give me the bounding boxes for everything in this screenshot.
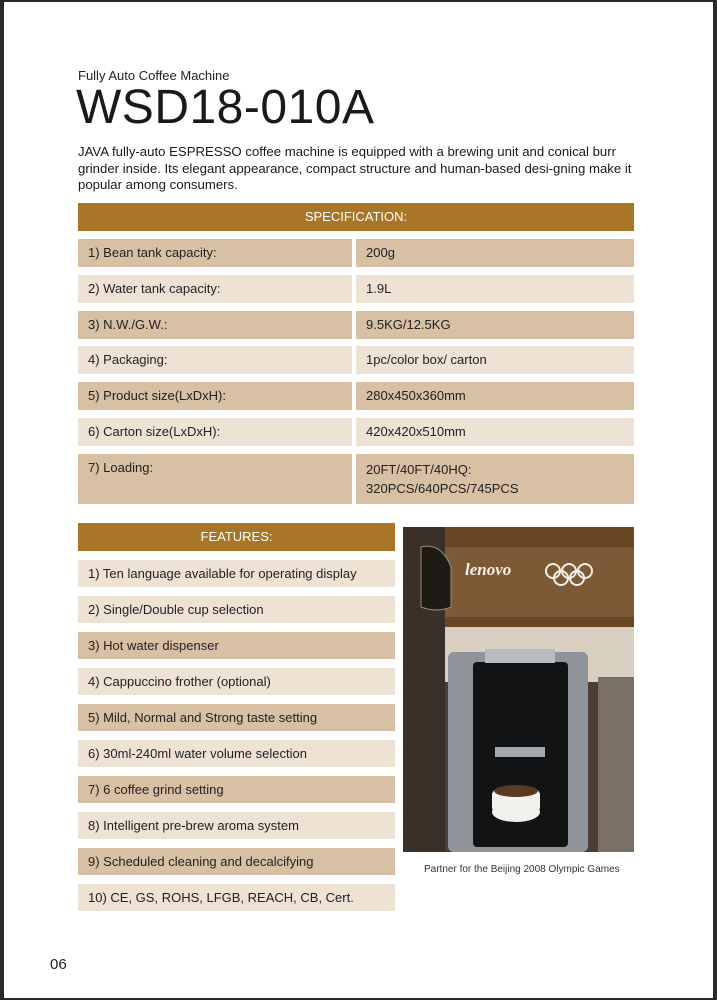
spec-label: 5) Product size(LxDxH):	[78, 382, 352, 410]
sign-text: lenovo	[465, 560, 512, 579]
spec-label: 2) Water tank capacity:	[78, 275, 352, 303]
spec-value: 1.9L	[356, 275, 634, 303]
coffee-machine-photo	[403, 527, 634, 852]
product-category: Fully Auto Coffee Machine	[78, 68, 230, 83]
page-number: 06	[50, 956, 67, 973]
feature-item: 9) Scheduled cleaning and decalcifying	[78, 848, 395, 875]
spec-value: 9.5KG/12.5KG	[356, 311, 634, 339]
feature-item: 8) Intelligent pre-brew aroma system	[78, 812, 395, 839]
intro-paragraph: JAVA fully-auto ESPRESSO coffee machine is equipped with a brewing unit and conical burr grinder inside. Its elegant appearance, compact structure and human-based desi-gning make it popular among consumers.	[78, 144, 632, 192]
spec-label: 4) Packaging:	[78, 346, 352, 374]
feature-item: 1) Ten language available for operating display	[78, 560, 395, 587]
feature-item: 4) Cappuccino frother (optional)	[78, 668, 395, 695]
spec-row	[78, 454, 634, 504]
spec-value: 200g	[356, 239, 634, 267]
spec-row	[78, 382, 634, 410]
model-title: WSD18-010A	[76, 81, 375, 134]
spec-value	[356, 454, 634, 504]
feature-item: 3) Hot water dispenser	[78, 632, 395, 659]
spec-value-line: 320PCS/640PCS/745PCS	[366, 481, 519, 496]
brochure-page	[4, 2, 713, 998]
spec-label: 3) N.W./G.W.:	[78, 311, 352, 339]
spec-value: 420x420x510mm	[356, 418, 634, 446]
feature-item: 6) 30ml-240ml water volume selection	[78, 740, 395, 767]
spec-label: 7) Loading:	[78, 454, 352, 504]
feature-item: 5) Mild, Normal and Strong taste setting	[78, 704, 395, 731]
spec-row	[78, 346, 634, 374]
spec-value: 1pc/color box/ carton	[356, 346, 634, 374]
spec-label: 1) Bean tank capacity:	[78, 239, 352, 267]
photo-illustration	[403, 527, 634, 852]
spec-row	[78, 311, 634, 339]
spec-row	[78, 275, 634, 303]
spec-label: 6) Carton size(LxDxH):	[78, 418, 352, 446]
feature-item: 2) Single/Double cup selection	[78, 596, 395, 623]
features-heading: FEATURES:	[78, 523, 395, 551]
spec-row	[78, 418, 634, 446]
specification-heading: SPECIFICATION:	[78, 203, 634, 231]
spec-value-line: 20FT/40FT/40HQ:	[366, 462, 472, 477]
spec-row	[78, 239, 634, 267]
spec-value: 280x450x360mm	[356, 382, 634, 410]
feature-item: 7) 6 coffee grind setting	[78, 776, 395, 803]
feature-item: 10) CE, GS, ROHS, LFGB, REACH, CB, Cert.	[78, 884, 395, 911]
photo-caption: Partner for the Beijing 2008 Olympic Games	[424, 864, 620, 875]
